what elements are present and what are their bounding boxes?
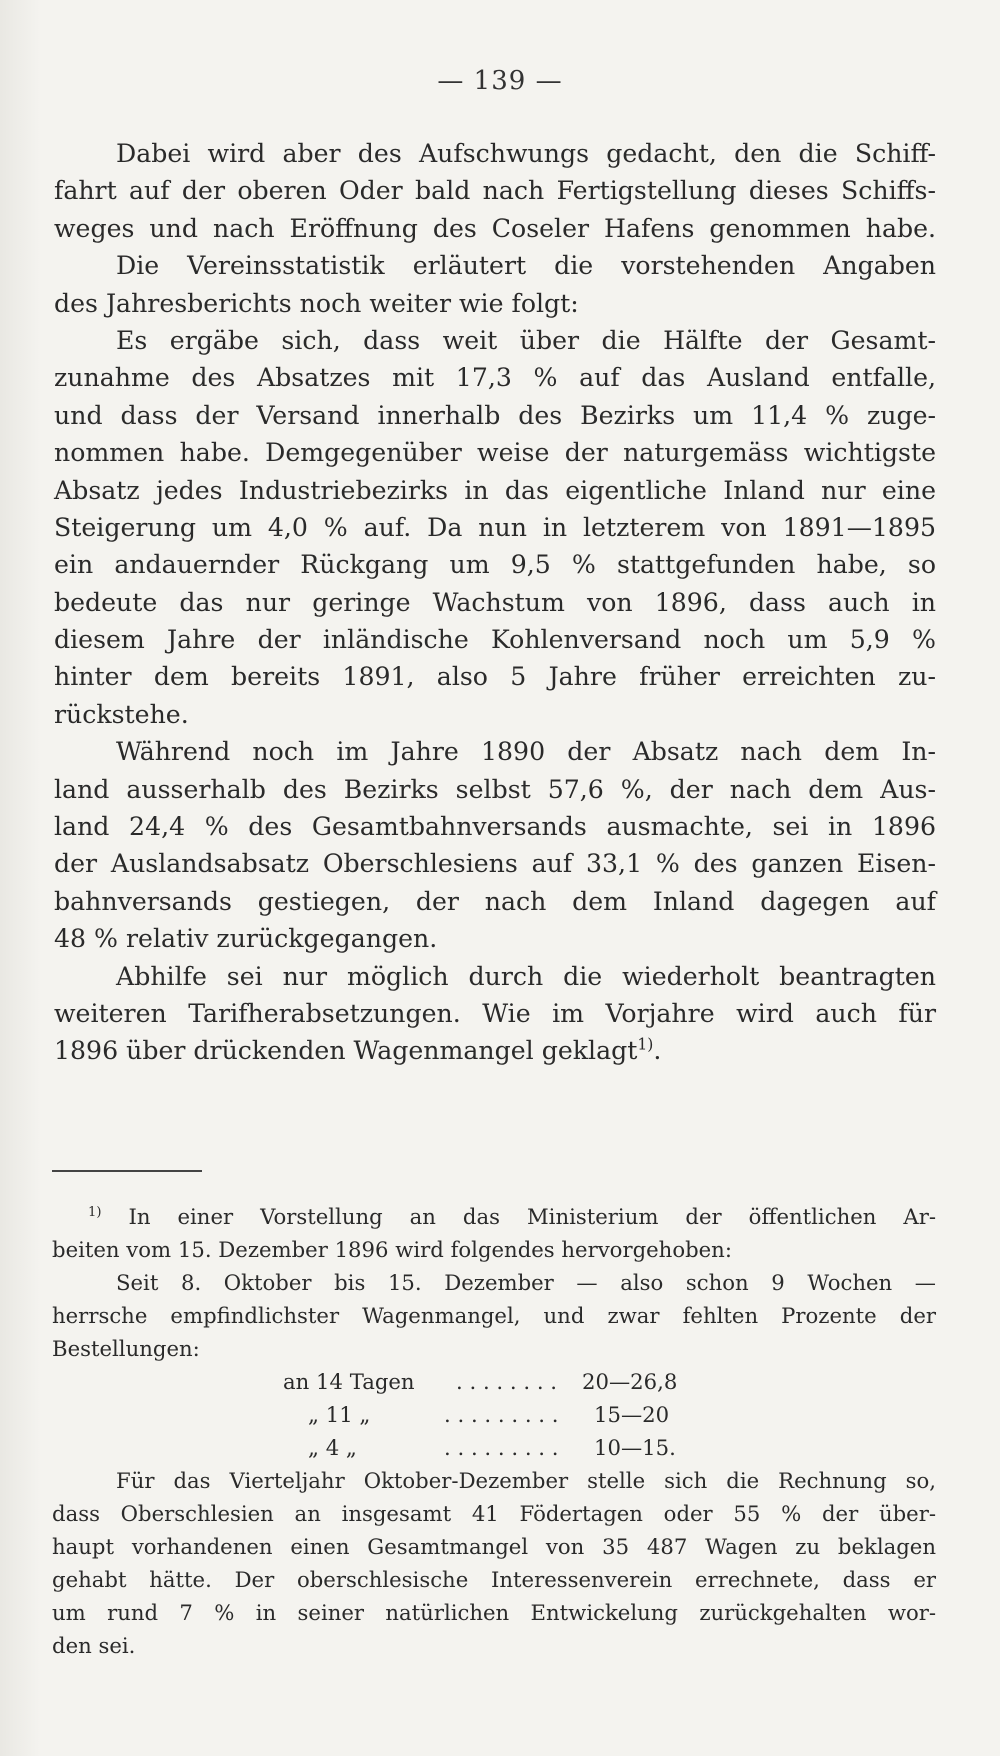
leader-dots: . . . . . . . . <box>456 1369 558 1394</box>
leader-dots: . . . . . . . . . <box>444 1402 559 1427</box>
shortage-row <box>36 1431 936 1464</box>
sentence-end: . <box>653 1036 662 1066</box>
footnote-line: beiten vom 15. Dezember 1896 wird folgendes hervorgehoben: <box>52 1237 732 1262</box>
footnote-line: Bestellungen: <box>52 1336 200 1361</box>
text-line: ein andauernder Rückgang um 9,5 % stattgefunden habe, so <box>54 550 936 580</box>
footnote-line: den sei. <box>52 1633 136 1658</box>
text-line: weges und nach Eröffnung des Coseler Hafens genommen habe. <box>54 213 936 243</box>
footnote-block <box>36 1200 936 1662</box>
text-line: 1896 über drückenden Wagenmangel geklagt <box>54 1036 638 1066</box>
text-line: Die Vereinsstatistik erläutert die vorstehenden Angaben <box>116 251 936 281</box>
shortage-row <box>36 1398 936 1431</box>
shortage-days: an 14 Tagen <box>283 1369 415 1394</box>
text-line: zunahme des Absatzes mit 17,3 % auf das Ausland entfalle, <box>54 363 936 393</box>
leader-dots: . . . . . . . . . <box>444 1435 559 1460</box>
shortage-row <box>36 1365 936 1398</box>
footnote-line-first <box>36 1200 936 1233</box>
footnote-line: herrsche empfindlichster Wagenmangel, und zwar fehlten Prozente der <box>52 1303 936 1328</box>
footnote-separator <box>52 1170 202 1172</box>
footnote-line: dass Oberschlesien an insgesamt 41 Födertagen oder 55 % der über- <box>52 1501 936 1526</box>
text-line: weiteren Tarifherabsetzungen. Wie im Vorjahre wird auch für <box>54 998 936 1028</box>
footnote-line: Für das Vierteljahr Oktober-Dezember stelle sich die Rechnung so, <box>116 1468 936 1493</box>
main-text-block <box>54 135 936 1070</box>
footnote-line: Seit 8. Oktober bis 15. Dezember — also schon 9 Wochen — <box>116 1270 936 1295</box>
shortage-percent: 10—15. <box>594 1435 676 1460</box>
footnote-line: haupt vorhandenen einen Gesamtmangel von 35 487 Wagen zu beklagen <box>52 1534 936 1559</box>
text-line: des Jahresberichts noch weiter wie folgt: <box>54 288 579 318</box>
text-line: und dass der Versand innerhalb des Bezirks um 11,4 % zuge- <box>54 400 936 430</box>
footnote-line: um rund 7 % in seiner natürlichen Entwickelung zurückgehalten wor- <box>52 1600 936 1625</box>
text-line: nommen habe. Demgegenüber weise der naturgemäss wichtigste <box>54 438 936 468</box>
text-line: der Auslandsabsatz Oberschlesiens auf 33,1 % des ganzen Eisen- <box>54 849 936 879</box>
text-line-with-footnote-ref <box>54 1032 936 1069</box>
text-line: Während noch im Jahre 1890 der Absatz nach dem In- <box>116 737 936 767</box>
text-line: diesem Jahre der inländische Kohlenversand noch um 5,9 % <box>54 625 936 655</box>
text-line: Abhilfe sei nur möglich durch die wiederholt beantragten <box>116 961 936 991</box>
footnote-marker: 1) <box>88 1204 102 1220</box>
text-line: bedeute das nur geringe Wachstum von 1896, dass auch in <box>54 587 936 617</box>
text-line: Steigerung um 4,0 % auf. Da nun in letzterem von 1891—1895 <box>54 512 936 542</box>
text-line: land ausserhalb des Bezirks selbst 57,6 %, der nach dem Aus- <box>54 774 936 804</box>
shortage-days: „ 4 „ <box>308 1435 357 1460</box>
shortage-percent: 20—26,8 <box>582 1369 678 1394</box>
text-line: Dabei wird aber des Aufschwungs gedacht, den die Schiff- <box>116 139 936 168</box>
text-line: hinter dem bereits 1891, also 5 Jahre früher erreichten zu- <box>54 662 936 692</box>
text-line: Absatz jedes Industriebezirks in das eigentliche Inland nur eine <box>54 475 936 505</box>
footnote-text: In einer Vorstellung an das Ministerium der öffentlichen Ar- <box>128 1204 936 1229</box>
text-line: bahnversands gestiegen, der nach dem Inland dagegen auf <box>54 886 936 916</box>
text-line: Es ergäbe sich, dass weit über die Hälfte der Gesamt- <box>116 325 936 355</box>
text-line: land 24,4 % des Gesamtbahnversands ausmachte, sei in 1896 <box>54 812 936 842</box>
text-line: 48 % relativ zurückgegangen. <box>54 924 438 954</box>
shortage-days: „ 11 „ <box>308 1402 371 1427</box>
text-line: rückstehe. <box>54 699 189 729</box>
footnote-reference: 1) <box>637 1035 654 1054</box>
shortage-percent: 15—20 <box>594 1402 670 1427</box>
footnote-line: gehabt hätte. Der oberschlesische Interessenverein errechnete, dass er <box>52 1567 936 1592</box>
page-number: — 139 — <box>437 66 563 96</box>
text-line: fahrt auf der oberen Oder bald nach Fertigstellung dieses Schiffs- <box>54 176 936 206</box>
